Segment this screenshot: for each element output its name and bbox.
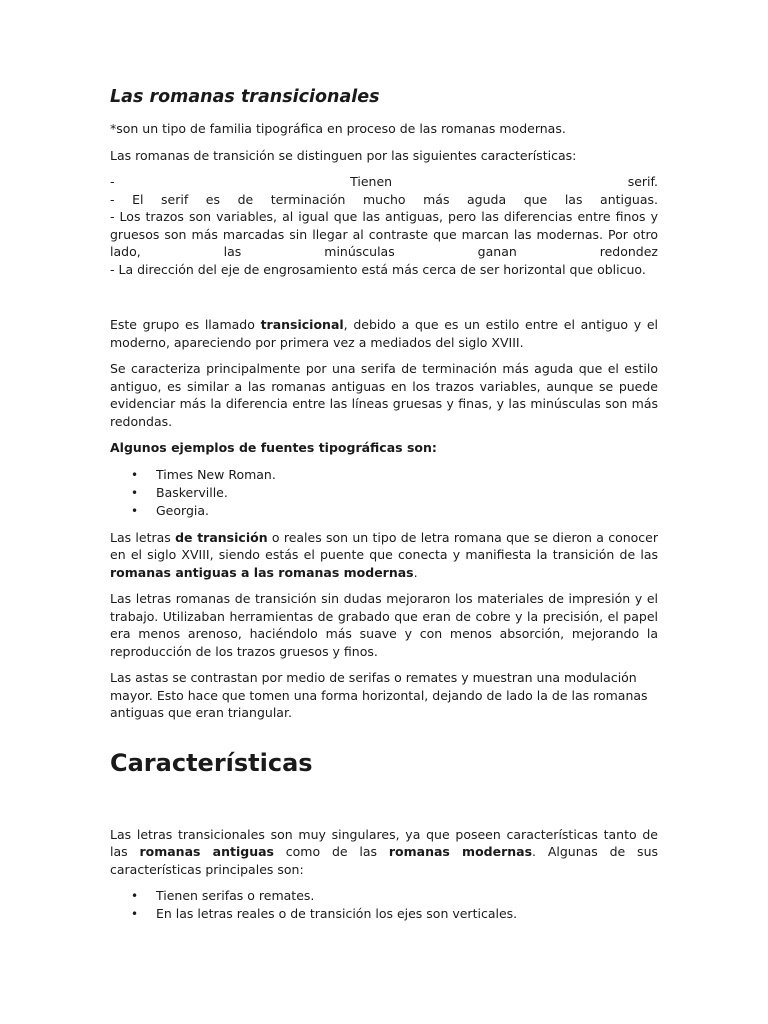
characteristics-block: [110, 173, 658, 278]
text: como de las: [273, 844, 389, 859]
characteristics-line-4: - La dirección del eje de engrosamiento está más cerca de ser horizontal que oblicuo.: [110, 261, 646, 277]
bullet-icon: •: [131, 485, 139, 500]
bullet-icon: •: [131, 503, 139, 518]
document-content: [110, 86, 658, 932]
spacer: [110, 288, 658, 316]
paragraph-singulares: [110, 826, 658, 879]
characteristics-line-2: - El serif es de terminación mucho más aguda que las antiguas.: [110, 191, 658, 207]
paragraph-caracteriza: Se caracteriza principalmente por una serifa de terminación más aguda que el estilo antiguo, es similar a las romanas antiguas en los trazos variables, aunque se puede evidenciar más la diferencia entre las líneas gruesas y finas, y las minúsculas son más redondas.: [110, 361, 658, 429]
word-serif: serif.: [627, 174, 658, 189]
bold-text: romanas modernas: [388, 844, 533, 859]
features-list: [110, 887, 658, 923]
lead-paragraph: Las romanas de transición se distinguen por las siguientes características:: [110, 147, 577, 163]
text: . Algunas de sus características principales son:: [110, 844, 658, 877]
list-item-text: Baskerville.: [156, 484, 228, 500]
list-item: [131, 466, 658, 484]
characteristics-line-1: [110, 173, 658, 191]
paragraph-transicional: [110, 316, 658, 351]
section-title: Las romanas transicionales: [110, 87, 380, 107]
bullet-icon: •: [131, 907, 139, 921]
list-item: [131, 484, 658, 502]
paragraph-astas: Las astas se contrastan por medio de serifas o remates y muestran una modulación mayor. Esto hace que tomen una forma horizontal, dejando de lado la de las romanas antiguas que eran triangular.: [110, 670, 648, 720]
list-item-text: En las letras reales o de transición los ejes son verticales.: [156, 906, 518, 921]
examples-list: [110, 466, 658, 520]
paragraph-letras-transicion: [110, 529, 658, 582]
intro-paragraph: *son un tipo de familia tipográfica en proceso de las romanas modernas.: [110, 121, 566, 136]
list-item: [131, 905, 658, 923]
characteristics-line-3: - Los trazos son variables, al igual que las antiguas, pero las diferencias entre finos y gruesos son más marcadas sin llegar al contraste que marcan las modernas. Por otro lado, las minúsculas ganan redondez: [110, 209, 658, 259]
text: .: [413, 564, 418, 580]
list-item: [131, 887, 658, 905]
list-item-text: Georgia.: [156, 502, 209, 518]
dash: -: [110, 174, 115, 189]
bullet-icon: •: [131, 467, 139, 482]
examples-heading: [110, 439, 658, 457]
bold-text: transicional: [260, 317, 344, 332]
text: Este grupo es llamado: [110, 317, 261, 332]
text: o reales son un tipo de letra romana que se dieron a conocer en el siglo XVIII, siendo estás el puente que conecta y manifiesta la transición de las: [110, 529, 658, 562]
text: Las letras: [110, 529, 176, 545]
bold-text: romanas antiguas a las romanas modernas: [110, 564, 414, 580]
bold-text: de transición: [175, 529, 268, 545]
text: Las letras transicionales son muy singulares, ya que poseen características tanto de las: [110, 826, 658, 859]
list-item-text: Tienen serifas o remates.: [156, 888, 315, 903]
list-item-text: Times New Roman.: [156, 466, 276, 482]
bullet-icon: •: [131, 889, 139, 903]
text: , debido a que es un estilo entre el antiguo y el moderno, apareciendo por primera vez a mediados del siglo XVIII.: [110, 317, 658, 350]
bold-text: romanas antiguas: [139, 844, 274, 859]
heading-caracteristicas: Características: [110, 748, 313, 777]
list-item: [131, 502, 658, 520]
paragraph-materiales: Las letras romanas de transición sin dudas mejoraron los materiales de impresión y el trabajo. Utilizaban herramientas de grabado que eran de cobre y la precisión, el papel era menos arenoso, haciéndolo más suave y con menos absorción, mejorando la reproducción de los trazos gruesos y finos.: [110, 591, 658, 659]
word-tienen: Tienen: [350, 174, 393, 189]
bold-text: Algunos ejemplos de fuentes tipográficas son:: [110, 440, 437, 455]
